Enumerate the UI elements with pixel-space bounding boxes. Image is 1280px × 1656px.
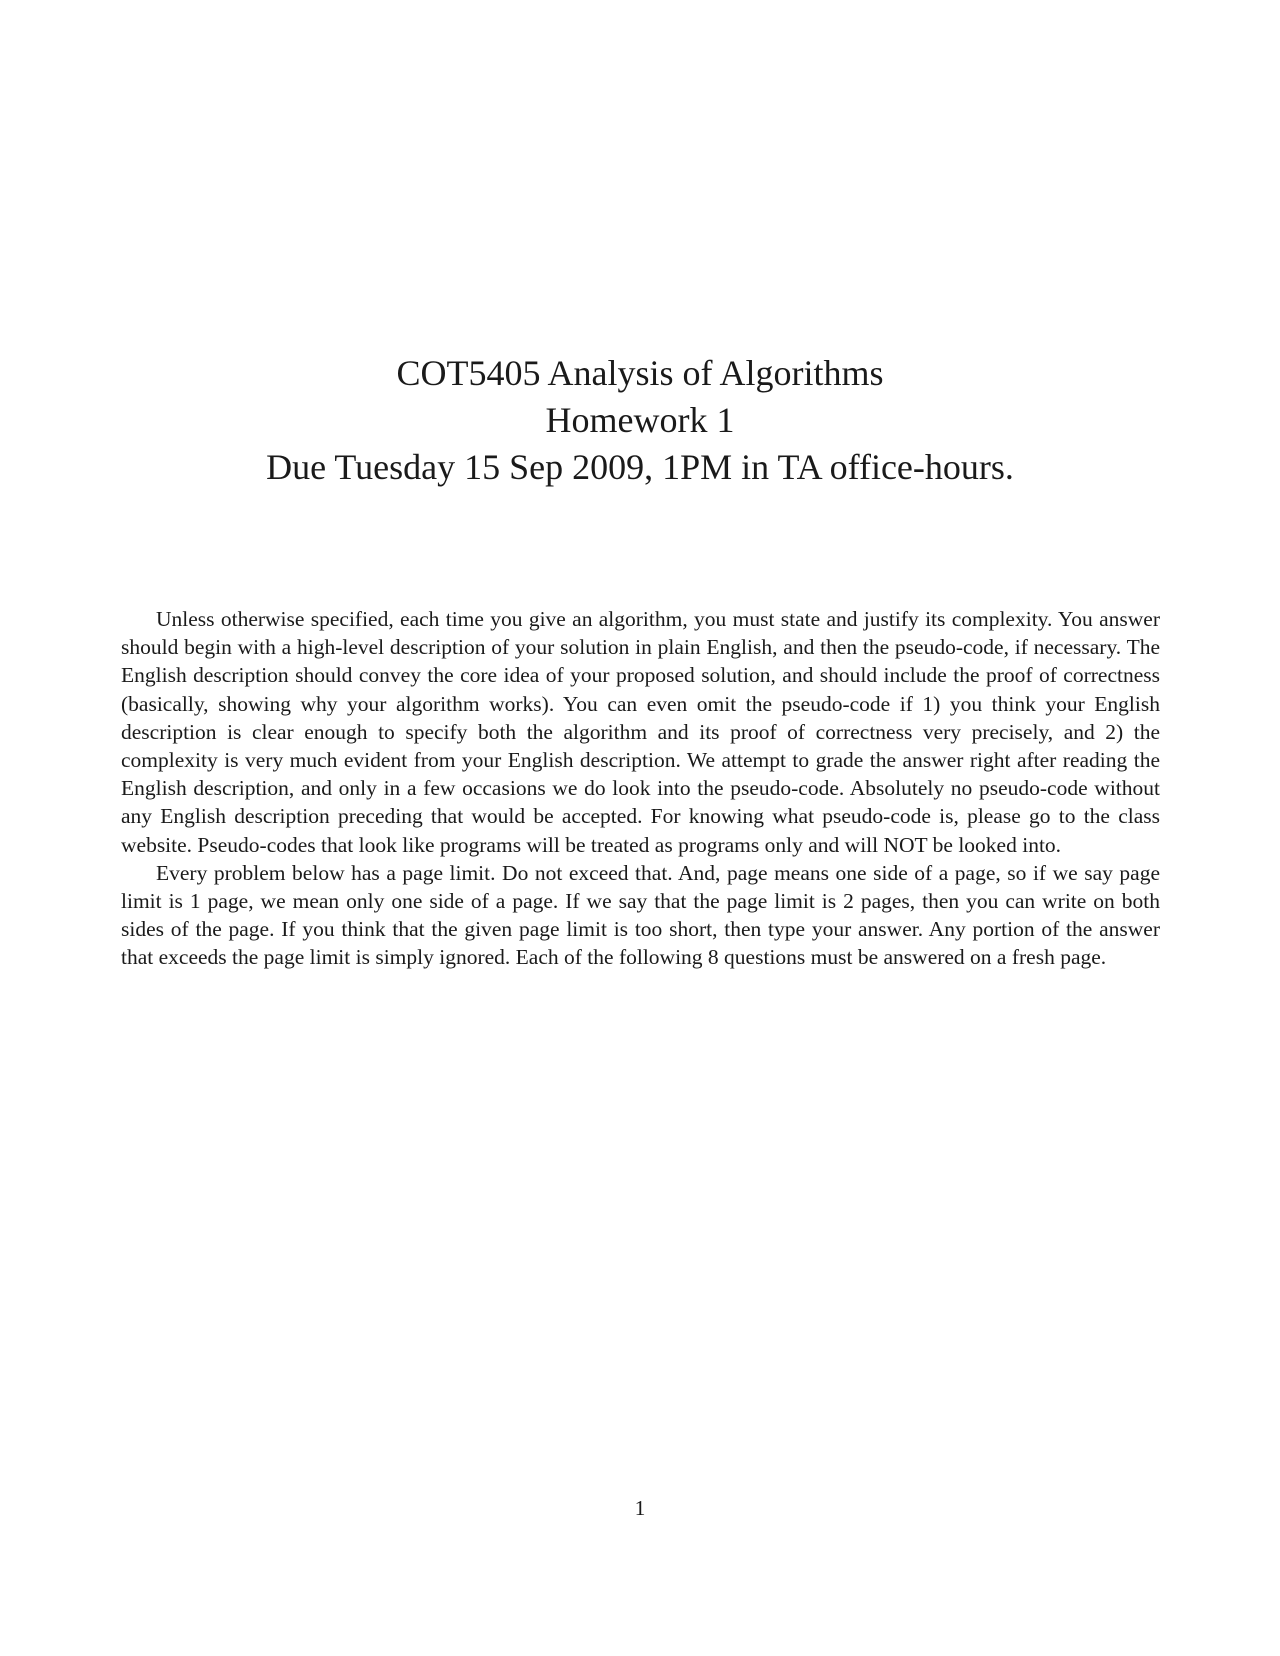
instructions-paragraph-2: Every problem below has a page limit. Do not exceed that. And, page means one side of a page, so if we say page limit is 1 page, we mean only one side of a page. If we say that the page limit is 2 pages, then you can write on both sides of the page. If you think that the given page limit is too short, then type your answer. Any portion of the answer that exceeds the page limit is simply ignored. Each of the following 8 questions must be answered on a fresh page. xyxy=(121,860,1160,970)
course-title: COT5405 Analysis of Algorithms xyxy=(396,353,884,393)
instructions-body xyxy=(121,605,1160,972)
instructions-paragraph-1: Unless otherwise specified, each time you give an algorithm, you must state and justify its complexity. You answer should begin with a high-level description of your solution in plain English, and then the pseudo-code, if necessary. The English description should convey the core idea of your proposed solution, and should include the proof of correctness (basically, showing why your algorithm works). You can even omit the pseudo-code if 1) you think your English description is clear enough to specify both the algorithm and its proof of correctness very precisely, and 2) the complexity is very much evident from your English description. We attempt to grade the answer right after reading the English description, and only in a few occasions we do look into the pseudo-code. Absolutely no pseudo-code without any English description preceding that would be accepted. For knowing what pseudo-code is, please go to the class website. Pseudo-codes that look like programs will be treated as programs only and will NOT be looked into. xyxy=(121,607,1160,857)
assignment-title: Homework 1 xyxy=(545,400,735,440)
title-block xyxy=(0,350,1280,491)
due-date-line: Due Tuesday 15 Sep 2009, 1PM in TA office-hours. xyxy=(266,447,1014,487)
page-number: 1 xyxy=(634,1496,646,1520)
